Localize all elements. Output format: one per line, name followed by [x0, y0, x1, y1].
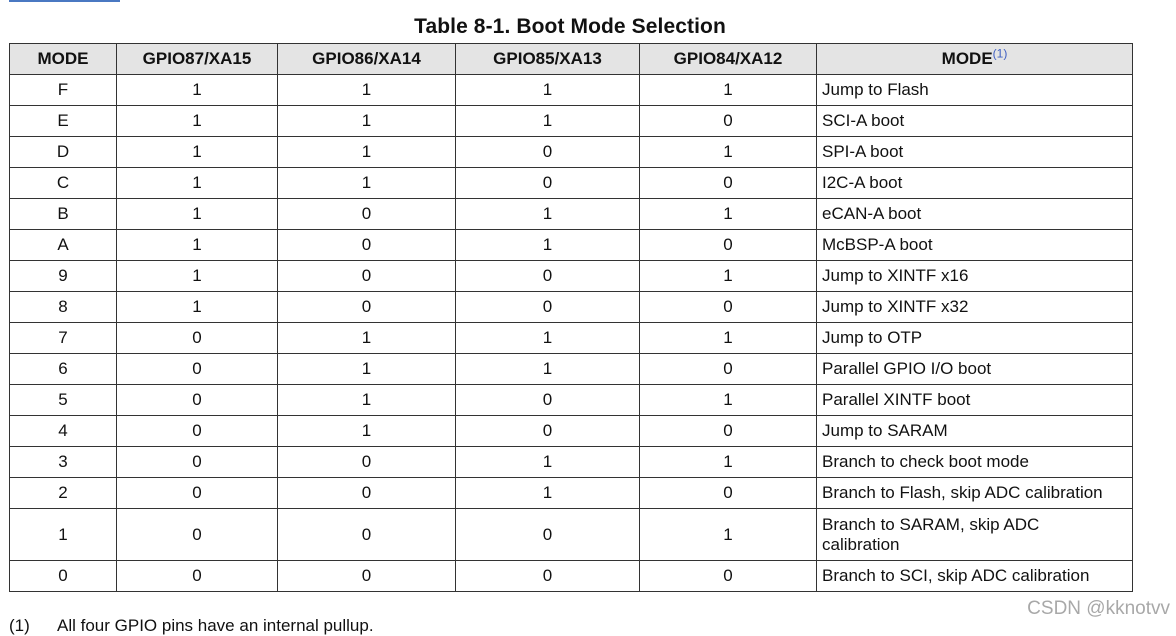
header-mode: MODE	[10, 44, 117, 75]
cell-gpio87: 1	[117, 75, 278, 106]
cell-gpio84: 1	[640, 323, 817, 354]
table-row	[10, 168, 1133, 199]
table-row	[10, 478, 1133, 509]
cell-gpio84: 0	[640, 416, 817, 447]
table-row	[10, 261, 1133, 292]
table-row	[10, 106, 1133, 137]
table-title: Table 8-1. Boot Mode Selection	[414, 15, 726, 38]
cell-gpio87: 0	[117, 478, 278, 509]
cell-mode-description: SPI-A boot	[817, 137, 1133, 168]
cell-gpio86: 0	[278, 561, 456, 592]
cell-gpio87: 0	[117, 323, 278, 354]
cell-mode: F	[10, 75, 117, 106]
cell-gpio85: 0	[456, 385, 640, 416]
cell-gpio84: 0	[640, 292, 817, 323]
cell-mode: 5	[10, 385, 117, 416]
cell-gpio85: 0	[456, 416, 640, 447]
cell-mode: E	[10, 106, 117, 137]
cell-gpio86: 1	[278, 75, 456, 106]
cell-mode: B	[10, 199, 117, 230]
cell-mode: 0	[10, 561, 117, 592]
table-row	[10, 561, 1133, 592]
cell-gpio84: 0	[640, 168, 817, 199]
cell-gpio86: 1	[278, 323, 456, 354]
cell-gpio86: 1	[278, 354, 456, 385]
cell-gpio84: 1	[640, 199, 817, 230]
header-mode-description-label: MODE	[941, 49, 993, 68]
table-body	[10, 75, 1133, 592]
cell-gpio85: 1	[456, 106, 640, 137]
cell-gpio87: 0	[117, 509, 278, 561]
cell-gpio84: 0	[640, 354, 817, 385]
cell-gpio84: 1	[640, 261, 817, 292]
cell-gpio85: 0	[456, 137, 640, 168]
cell-gpio85: 0	[456, 509, 640, 561]
cell-mode-description: eCAN-A boot	[817, 199, 1133, 230]
cell-gpio86: 0	[278, 230, 456, 261]
cell-gpio84: 1	[640, 75, 817, 106]
cell-mode-description: Branch to Flash, skip ADC calibration	[817, 478, 1133, 509]
cell-mode-description: Branch to SCI, skip ADC calibration	[817, 561, 1133, 592]
cell-gpio85: 0	[456, 261, 640, 292]
table-row	[10, 75, 1133, 106]
header-gpio87: GPIO87/XA15	[117, 44, 278, 75]
table-row	[10, 323, 1133, 354]
cell-gpio86: 0	[278, 261, 456, 292]
cell-gpio85: 1	[456, 199, 640, 230]
cell-gpio84: 0	[640, 106, 817, 137]
cell-mode-description: Jump to Flash	[817, 75, 1133, 106]
cell-mode-description: Jump to SARAM	[817, 416, 1133, 447]
cell-gpio87: 0	[117, 447, 278, 478]
table-row	[10, 385, 1133, 416]
footnote-ref-link[interactable]: (1)	[992, 46, 1008, 61]
cell-gpio86: 1	[278, 416, 456, 447]
header-gpio84: GPIO84/XA12	[640, 44, 817, 75]
cell-gpio86: 0	[278, 292, 456, 323]
cell-mode: 7	[10, 323, 117, 354]
cell-gpio86: 0	[278, 199, 456, 230]
cell-mode-description: Parallel XINTF boot	[817, 385, 1133, 416]
cell-gpio84: 0	[640, 478, 817, 509]
cell-mode: 3	[10, 447, 117, 478]
header-mode-description	[817, 44, 1133, 75]
cell-gpio85: 1	[456, 323, 640, 354]
cell-gpio85: 0	[456, 292, 640, 323]
cell-gpio86: 0	[278, 478, 456, 509]
cell-gpio87: 1	[117, 106, 278, 137]
cell-mode-description: I2C-A boot	[817, 168, 1133, 199]
footnote-number: (1)	[9, 616, 30, 635]
cell-mode: 1	[10, 509, 117, 561]
cell-mode: A	[10, 230, 117, 261]
cell-gpio85: 0	[456, 561, 640, 592]
cell-gpio84: 1	[640, 447, 817, 478]
cell-gpio87: 1	[117, 292, 278, 323]
table-row	[10, 230, 1133, 261]
cell-mode: D	[10, 137, 117, 168]
cell-gpio85: 1	[456, 354, 640, 385]
table-row	[10, 292, 1133, 323]
cell-mode: 8	[10, 292, 117, 323]
cell-gpio85: 1	[456, 447, 640, 478]
cell-gpio87: 1	[117, 199, 278, 230]
cell-gpio87: 0	[117, 416, 278, 447]
cell-mode: C	[10, 168, 117, 199]
header-gpio85: GPIO85/XA13	[456, 44, 640, 75]
cell-mode: 2	[10, 478, 117, 509]
boot-mode-table	[9, 43, 1133, 592]
cell-mode: 6	[10, 354, 117, 385]
cell-gpio87: 0	[117, 561, 278, 592]
cell-gpio87: 0	[117, 354, 278, 385]
cell-gpio86: 1	[278, 385, 456, 416]
table-row	[10, 509, 1133, 561]
table-row	[10, 199, 1133, 230]
cell-gpio84: 1	[640, 509, 817, 561]
cell-mode-description: SCI-A boot	[817, 106, 1133, 137]
top-link-underline[interactable]	[9, 0, 120, 2]
cell-mode-description: Jump to OTP	[817, 323, 1133, 354]
cell-gpio87: 0	[117, 385, 278, 416]
cell-mode: 4	[10, 416, 117, 447]
cell-gpio86: 1	[278, 106, 456, 137]
cell-mode-description: Branch to SARAM, skip ADC calibration	[817, 509, 1133, 561]
cell-gpio86: 1	[278, 137, 456, 168]
cell-gpio84: 0	[640, 561, 817, 592]
table-row	[10, 137, 1133, 168]
footnote-text: All four GPIO pins have an internal pullup.	[57, 616, 374, 635]
cell-gpio87: 1	[117, 230, 278, 261]
table-header-row	[10, 44, 1133, 75]
cell-gpio84: 1	[640, 137, 817, 168]
cell-gpio86: 0	[278, 509, 456, 561]
cell-mode-description: McBSP-A boot	[817, 230, 1133, 261]
cell-gpio84: 0	[640, 230, 817, 261]
cell-mode-description: Parallel GPIO I/O boot	[817, 354, 1133, 385]
cell-gpio87: 1	[117, 168, 278, 199]
header-gpio86: GPIO86/XA14	[278, 44, 456, 75]
cell-gpio86: 1	[278, 168, 456, 199]
table-row	[10, 416, 1133, 447]
cell-mode-description: Jump to XINTF x32	[817, 292, 1133, 323]
cell-gpio84: 1	[640, 385, 817, 416]
cell-gpio85: 1	[456, 478, 640, 509]
watermark: CSDN @kknotvv	[1027, 598, 1170, 619]
footnote	[9, 616, 374, 636]
cell-gpio86: 0	[278, 447, 456, 478]
cell-gpio85: 0	[456, 168, 640, 199]
cell-gpio85: 1	[456, 75, 640, 106]
table-row	[10, 447, 1133, 478]
cell-mode-description: Jump to XINTF x16	[817, 261, 1133, 292]
cell-gpio85: 1	[456, 230, 640, 261]
table-row	[10, 354, 1133, 385]
cell-gpio87: 1	[117, 137, 278, 168]
cell-mode-description: Branch to check boot mode	[817, 447, 1133, 478]
cell-gpio87: 1	[117, 261, 278, 292]
cell-mode: 9	[10, 261, 117, 292]
